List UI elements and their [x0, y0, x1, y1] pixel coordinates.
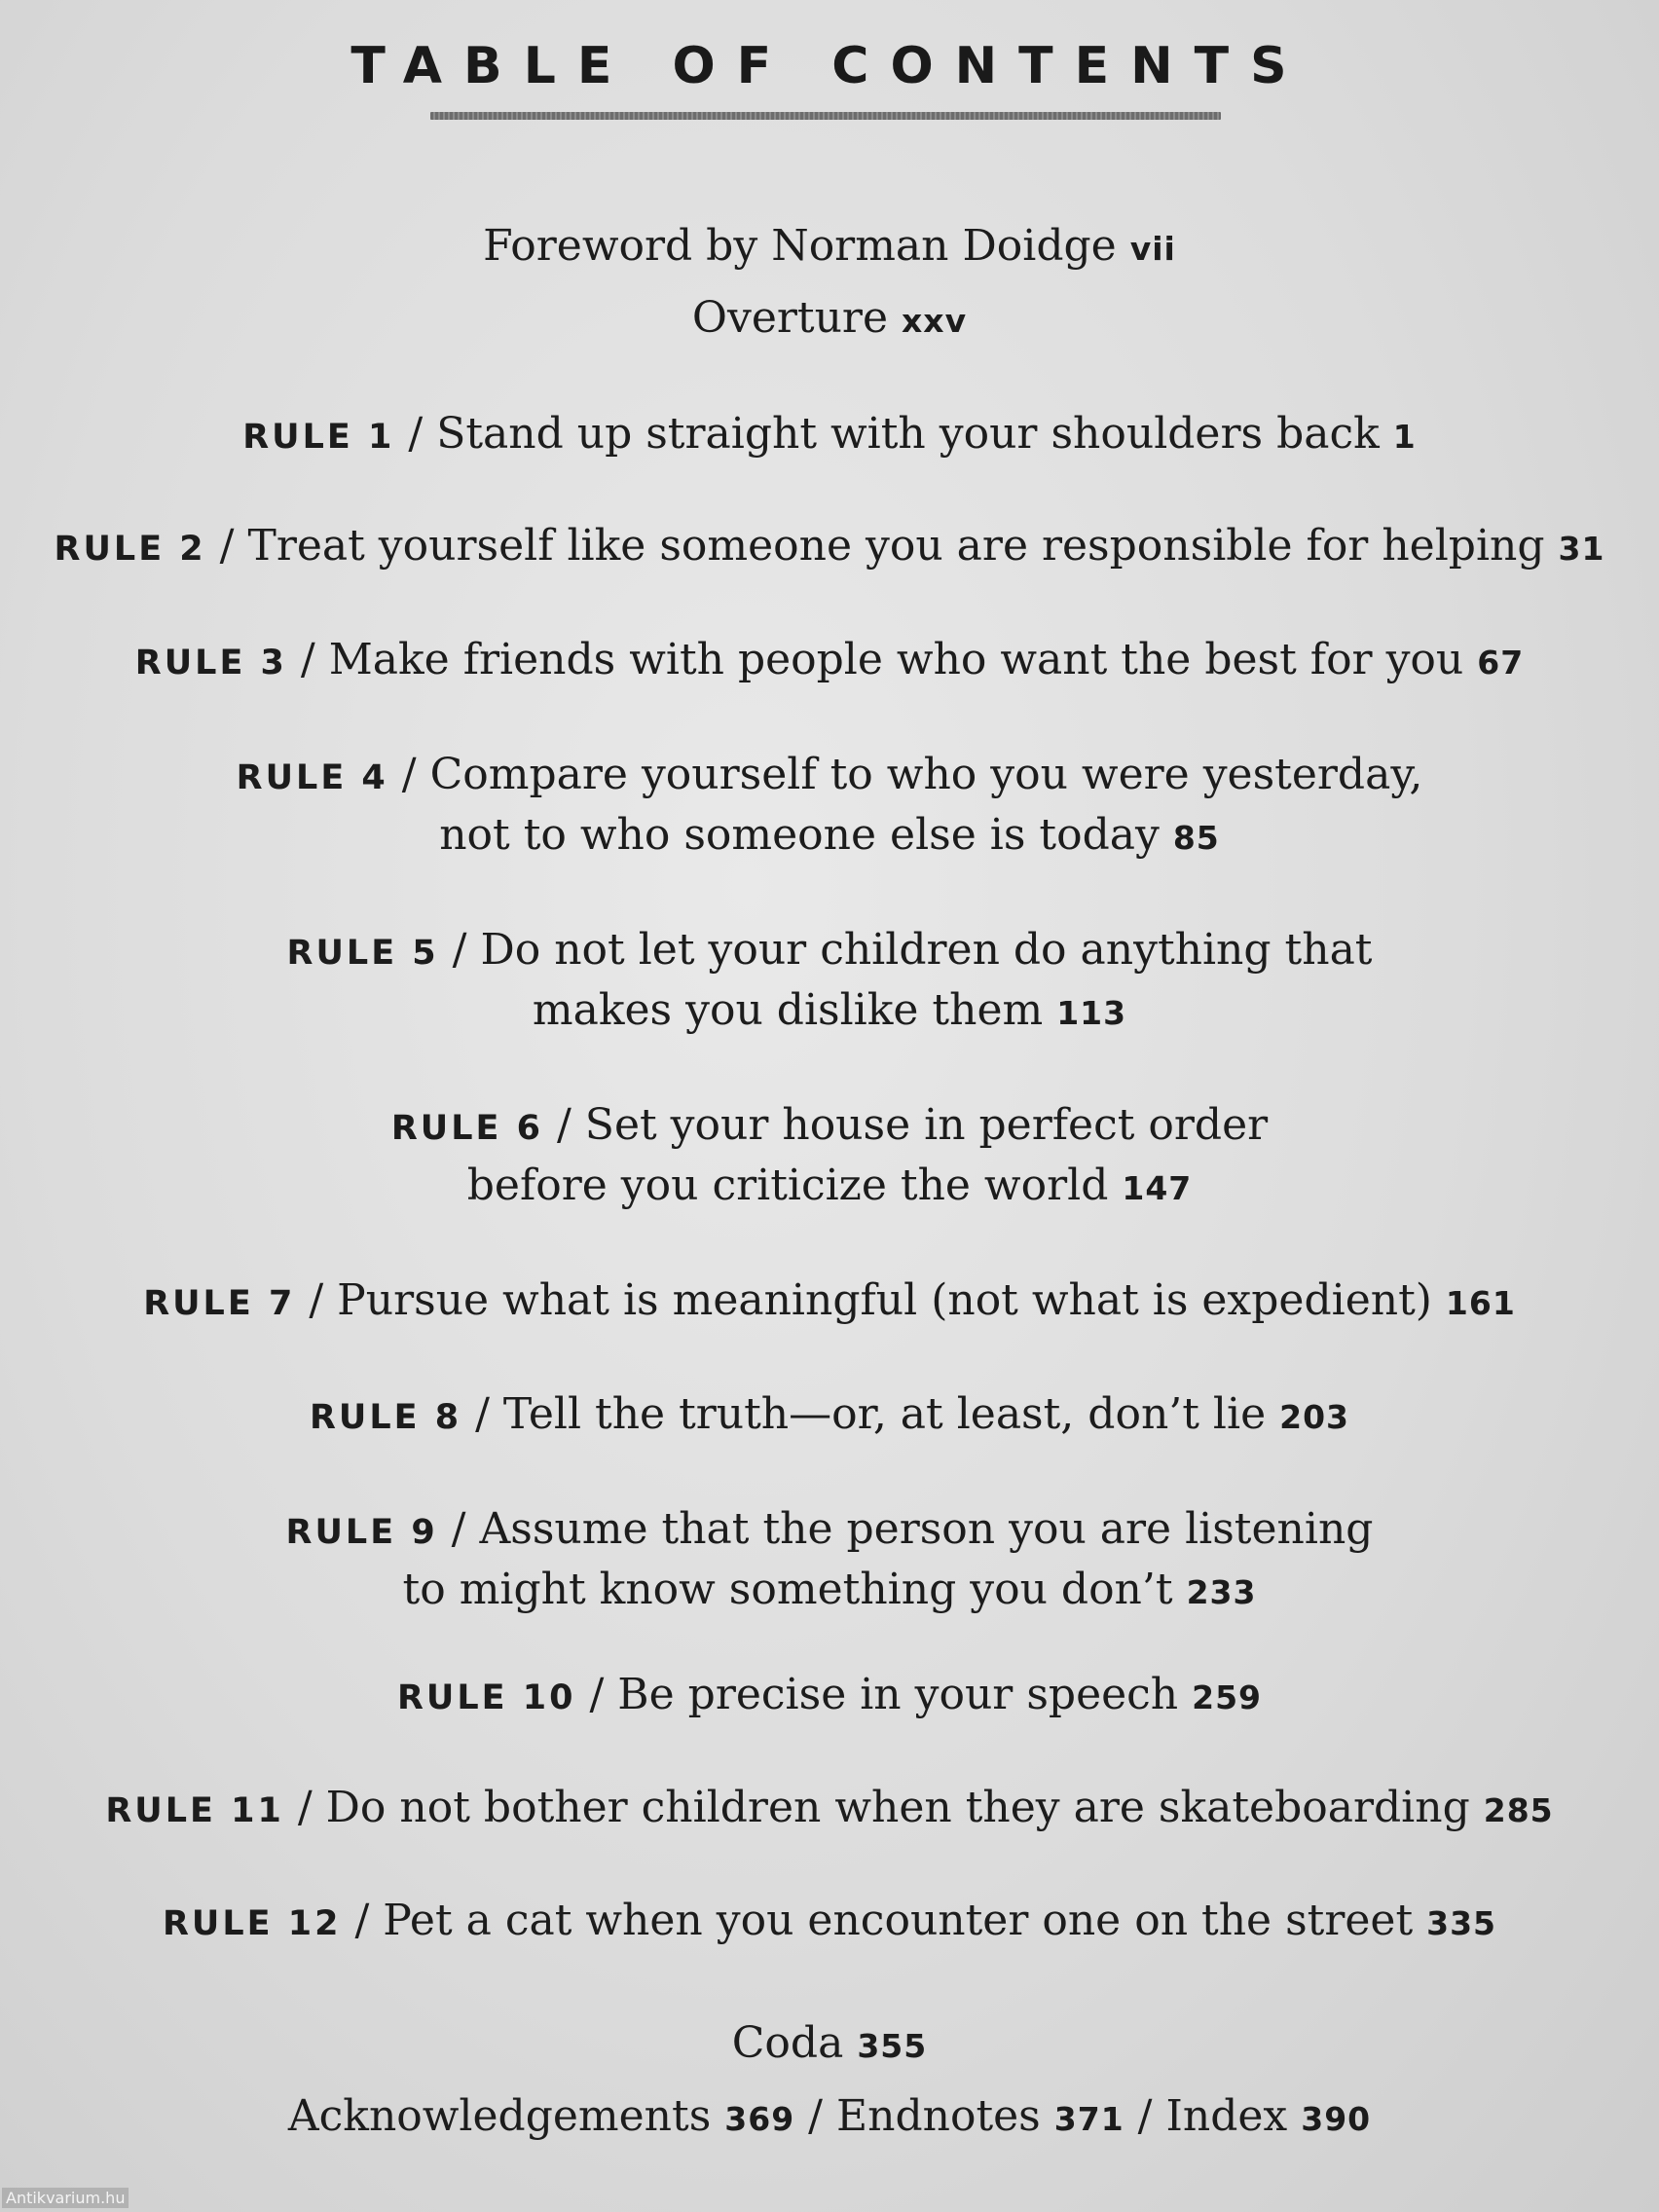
toc-entry-rule-6	[0, 1095, 1659, 1159]
page-number: 147	[1122, 1169, 1193, 1207]
toc-entry-rule-1	[0, 404, 1659, 467]
rule-label: RULE 2	[54, 530, 206, 569]
page-number: 161	[1445, 1284, 1516, 1322]
entry-text: Index	[1165, 2091, 1288, 2141]
rule-text: Do not bother children when they are skateboarding	[325, 1783, 1470, 1832]
toc-entry-rule-5-continued	[0, 980, 1659, 1044]
page-number: 233	[1186, 1573, 1257, 1611]
page-number: 335	[1426, 1904, 1497, 1942]
toc-entry-rule-9	[0, 1499, 1659, 1563]
watermark: Antikvarium.hu	[2, 2188, 129, 2208]
separator: /	[408, 409, 424, 459]
separator: /	[808, 2091, 823, 2141]
page-number: 85	[1172, 819, 1220, 857]
separator: /	[219, 521, 235, 571]
separator: /	[354, 1896, 370, 1945]
rule-text: Be precise in your speech	[617, 1670, 1179, 1719]
page-number: xxv	[902, 302, 968, 340]
separator: /	[300, 635, 315, 684]
page-number: 285	[1483, 1791, 1554, 1829]
rule-text: Stand up straight with your shoulders back	[436, 409, 1380, 459]
separator: /	[309, 1275, 324, 1325]
rule-text: not to who someone else is today	[439, 810, 1160, 860]
page-number: 355	[857, 2027, 928, 2065]
toc-entry-overture	[0, 288, 1659, 351]
rule-text: to might know something you don’t	[402, 1565, 1173, 1614]
toc-entry-foreword	[0, 216, 1659, 279]
rule-text: Set your house in perfect order	[584, 1100, 1269, 1150]
separator: /	[475, 1389, 490, 1439]
rule-label: RULE 9	[285, 1513, 438, 1552]
rule-label: RULE 10	[396, 1678, 576, 1717]
rule-label: RULE 11	[105, 1791, 284, 1830]
rule-label: RULE 5	[286, 934, 439, 973]
toc-entry-rule-4-continued	[0, 805, 1659, 868]
separator: /	[401, 750, 417, 799]
toc-entry-rule-3	[0, 630, 1659, 693]
separator: /	[451, 1504, 466, 1554]
separator: /	[556, 1100, 571, 1150]
separator: /	[1137, 2091, 1153, 2141]
page-number: vii	[1129, 230, 1176, 268]
page-number: 1	[1392, 418, 1417, 456]
page-title: TABLE OF CONTENTS	[350, 37, 1309, 95]
rule-text: Compare yourself to who you were yesterday,	[429, 750, 1423, 799]
toc-entry-rule-6-continued	[0, 1156, 1659, 1219]
title-underline	[430, 112, 1221, 120]
rule-text: Pet a cat when you encounter one on the street	[383, 1896, 1414, 1945]
rule-label: RULE 4	[236, 758, 388, 797]
separator: /	[452, 925, 467, 975]
toc-entry-rule-2	[0, 516, 1659, 579]
toc-entry-rule-7	[0, 1271, 1659, 1334]
toc-entry-rule-12	[0, 1891, 1659, 1954]
entry-text: Coda	[731, 2018, 844, 2068]
entry-text: Endnotes	[836, 2091, 1041, 2141]
entry-text: Foreword by Norman Doidge	[483, 221, 1117, 271]
rule-label: RULE 3	[134, 644, 287, 682]
rule-text: before you criticize the world	[466, 1161, 1109, 1210]
rule-label: RULE 7	[143, 1284, 296, 1323]
page-number: 371	[1053, 2100, 1124, 2138]
toc-entry-rule-5	[0, 920, 1659, 983]
page-number: 369	[724, 2100, 795, 2138]
rule-text: makes you dislike them	[532, 985, 1044, 1035]
toc-entry-rule-4	[0, 745, 1659, 808]
rule-text: Assume that the person you are listening	[479, 1504, 1374, 1554]
page-number: 31	[1558, 530, 1605, 568]
toc-entry-rule-8	[0, 1384, 1659, 1448]
entry-text: Overture	[691, 293, 888, 343]
rule-label: RULE 12	[162, 1904, 342, 1943]
separator: /	[297, 1783, 313, 1832]
page-number: 203	[1279, 1398, 1350, 1436]
page-number: 259	[1192, 1678, 1263, 1716]
entry-text: Acknowledgements	[287, 2091, 712, 2141]
toc-entry-back-matter	[0, 2086, 1659, 2150]
rule-text: Treat yourself like someone you are responsible for helping	[247, 521, 1545, 571]
toc-entry-rule-9-continued	[0, 1560, 1659, 1623]
rule-label: RULE 6	[390, 1109, 543, 1148]
separator: /	[589, 1670, 605, 1719]
rule-label: RULE 8	[309, 1398, 462, 1437]
rule-text: Do not let your children do anything that	[480, 925, 1373, 975]
page-number: 67	[1477, 644, 1525, 682]
rule-text: Pursue what is meaningful (not what is expedient)	[337, 1275, 1432, 1325]
rule-text: Tell the truth—or, at least, don’t lie	[502, 1389, 1267, 1439]
page-number: 113	[1056, 994, 1127, 1032]
toc-entry-rule-10	[0, 1665, 1659, 1728]
rule-label: RULE 1	[242, 418, 395, 457]
rule-text: Make friends with people who want the best for you	[328, 635, 1464, 684]
page-number: 390	[1301, 2100, 1372, 2138]
toc-entry-rule-11	[0, 1778, 1659, 1841]
toc-entry-coda	[0, 2013, 1659, 2077]
